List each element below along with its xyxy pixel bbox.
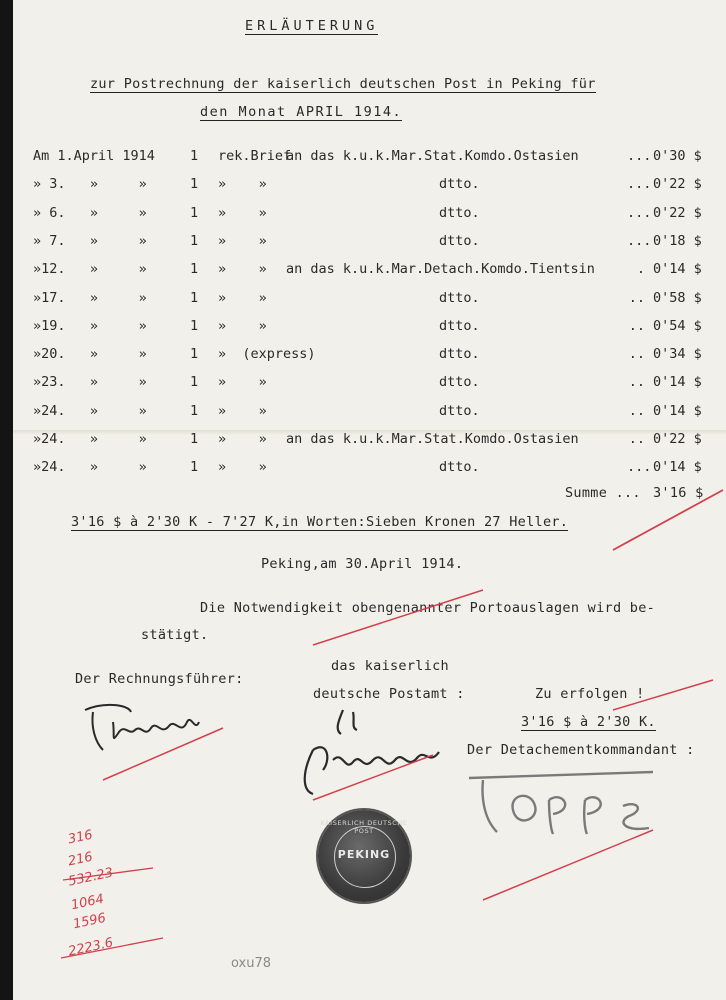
ledger-date: »23. » »: [33, 374, 147, 391]
ledger-dots: ..: [628, 402, 645, 419]
ledger-recipient: an das k.u.k.Mar.Detach.Komdo.Tientsin: [286, 261, 595, 278]
ledger-recipient: dtto.: [439, 176, 480, 193]
ledger-item: » »: [218, 232, 267, 249]
zu-erfolgen: Zu erfolgen !: [535, 686, 645, 702]
ledger-item: » »: [218, 204, 267, 221]
ledger-amount: 0'14 $: [653, 402, 702, 419]
ledger-date: » 7. » »: [33, 232, 147, 249]
sum-label: Summe ...: [565, 485, 641, 501]
stamp-ring-text: KAISERLICH DEUTSCHE POST: [320, 819, 408, 835]
place-date: Peking,am 30.April 1914.: [261, 556, 464, 572]
ledger-date: Am 1.April 1914: [33, 148, 155, 164]
ledger-dots: ..: [628, 346, 645, 363]
red-pencil-marks: [13, 0, 726, 1000]
pencil-note: 1596: [71, 910, 108, 933]
commander-label: Der Detachementkommandant :: [467, 742, 695, 758]
ledger-amount: 0'22 $: [653, 176, 702, 193]
accountant-label: Der Rechnungsführer:: [75, 671, 244, 687]
document-subtitle-line2: den Monat APRIL 1914.: [200, 104, 403, 120]
ledger-dots: ...: [627, 459, 652, 476]
ledger-recipient: dtto.: [439, 402, 480, 419]
archive-number: oxu78: [231, 956, 272, 971]
conversion-line: 3'16 $ à 2'30 K - 7'27 K,in Worten:Sieben Kronen 27 Heller.: [71, 514, 569, 530]
ledger-dots: .: [636, 261, 645, 278]
stamp-center-text: PEKING: [337, 848, 391, 861]
ledger-item: » »: [218, 431, 267, 447]
ledger-date: »17. » »: [33, 289, 147, 306]
ledger-amount: 0'54 $: [653, 317, 702, 334]
ledger-dots: ..: [628, 374, 645, 391]
ledger-date: » 6. » »: [33, 204, 147, 221]
ledger-dots: ...: [627, 148, 652, 164]
ledger-dots: ..: [628, 289, 645, 306]
confirmation-line1: Die Notwendigkeit obengenannter Portoauslagen wird be-: [200, 600, 656, 616]
pencil-note: 2223.6: [66, 935, 115, 960]
ledger-qty: 1: [190, 204, 199, 221]
ledger-item: » »: [218, 289, 267, 306]
ledger-dots: ...: [627, 204, 652, 221]
ledger-qty: 1: [190, 289, 199, 306]
ledger-dots: ...: [627, 176, 652, 193]
ledger-qty: 1: [190, 232, 199, 249]
pencil-note: 216: [66, 849, 95, 870]
ledger-recipient: dtto.: [439, 317, 480, 334]
postamt-label-line1: das kaiserlich: [331, 658, 449, 674]
ledger-dots: ...: [627, 232, 652, 249]
ledger-recipient: dtto.: [439, 459, 480, 476]
ledger-recipient: dtto.: [439, 289, 480, 306]
document-page: [13, 0, 726, 1000]
postamt-label-line2: deutsche Postamt :: [313, 686, 465, 702]
ledger-item: » »: [218, 176, 267, 193]
ledger-recipient: dtto.: [439, 204, 480, 221]
ledger-amount: 0'22 $: [653, 431, 702, 447]
ledger-item: » »: [218, 459, 267, 476]
pencil-note: 316: [66, 827, 95, 848]
ledger-amount: 0'30 $: [653, 148, 702, 164]
ledger-date: »20. » »: [33, 346, 147, 363]
ledger-recipient: dtto.: [439, 374, 480, 391]
ledger-amount: 0'58 $: [653, 289, 702, 306]
ledger-dots: ..: [628, 317, 645, 334]
ledger-date: »24. » »: [33, 402, 147, 419]
ledger-recipient: an das k.u.k.Mar.Stat.Komdo.Ostasien: [286, 431, 579, 447]
ledger-amount: 0'14 $: [653, 261, 702, 278]
ledger-qty: 1: [190, 402, 199, 419]
ledger-qty: 1: [190, 431, 199, 447]
ledger-recipient: dtto.: [439, 346, 480, 363]
ledger-date: »12. » »: [33, 261, 147, 278]
ledger-item: » »: [218, 374, 267, 391]
ledger-qty: 1: [190, 176, 199, 193]
ledger-amount: 0'18 $: [653, 232, 702, 249]
ledger-item: rek.Brief: [218, 148, 292, 164]
pencil-note: 532.23: [66, 865, 115, 890]
confirmation-line2: stätigt.: [141, 627, 209, 643]
ledger-item: » »: [218, 317, 267, 334]
ledger-date: » 3. » »: [33, 176, 147, 193]
ledger-qty: 1: [190, 459, 199, 476]
zu-erfolgen-amount: 3'16 $ à 2'30 K.: [521, 714, 656, 730]
pencil-note: 1064: [69, 891, 106, 914]
ledger-qty: 1: [190, 148, 199, 164]
ledger-amount: 0'14 $: [653, 459, 702, 476]
ledger-qty: 1: [190, 317, 199, 334]
ledger-recipient: an das k.u.k.Mar.Stat.Komdo.Ostasien: [286, 148, 579, 164]
ledger-amount: 0'22 $: [653, 204, 702, 221]
ledger-qty: 1: [190, 374, 199, 391]
sum-value: 3'16 $: [653, 485, 704, 501]
document-title: ERLÄUTERUNG: [245, 18, 379, 34]
ledger-item: » (express): [218, 346, 316, 363]
ledger-recipient: dtto.: [439, 232, 480, 249]
ledger-date: »24. » »: [33, 431, 147, 447]
ledger-qty: 1: [190, 346, 199, 363]
document-subtitle-line1: zur Postrechnung der kaiserlich deutschen Post in Peking für: [90, 76, 596, 92]
ledger-date: »24. » »: [33, 459, 147, 476]
ledger-item: » »: [218, 402, 267, 419]
ledger-date: »19. » »: [33, 317, 147, 334]
ledger-amount: 0'34 $: [653, 346, 702, 363]
ledger-dots: ..: [628, 431, 645, 447]
ledger-qty: 1: [190, 261, 199, 278]
ledger-amount: 0'14 $: [653, 374, 702, 391]
ledger-item: » »: [218, 261, 267, 278]
